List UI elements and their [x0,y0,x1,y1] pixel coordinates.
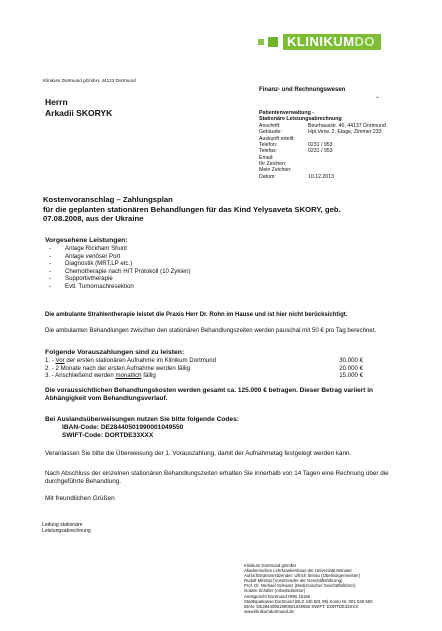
radiation-note: Die ambulante Strahlentherapie leistet die Praxis Herr Dr. Rohn im Hause und ist hier nicht berücksichtigt. [45,312,348,318]
ambulant-note: Die ambulanten Behandlungen zwischen den stationären Behandlungszeiten werden pauschal mit 50 € pro Tag berechnet. [45,327,377,334]
signature-block [42,522,91,535]
service-item-text: Chemotherapie nach HIT Protokoll (10 Zyklen) [65,267,191,275]
info-label: Datum: [259,173,276,180]
footer-line: Prof. Dr. Michael Schwarz (Medizinischer Geschäftsführer) [244,583,356,589]
swift-code: SWIFT-Code: DORTDE33XXX [62,432,154,439]
patient-admin-line: Stationäre Leistungsabrechnung [259,116,342,123]
klinikum-logo [258,34,381,50]
pen-mark: ⌃ [375,97,381,103]
service-item: - Chemotherapie nach HIT Protokoll (10 Zyklen) [49,267,191,275]
footer-line: Stadtsparkasse Dortmund (BLZ 440 501 99) Konto Nr. 001 049 550 [244,598,373,604]
bank-heading: Bei Auslandsüberweisungen nutzen Sie bitte folgende Codes: [45,416,239,423]
footer-line: Gotwin Schäfer (Arbeitsdirektor) [244,588,306,594]
sender-line: Klinikum Dortmund gGmbH, 44123 Dortmund [43,78,136,83]
subject-heading [43,195,423,224]
info-label: Email: [259,154,274,161]
contact-info-table [259,123,386,180]
logo-wordmark [283,34,381,50]
footer-line: Aufsichtsratsvorsitzender: Ullrich Sierau (Oberbürgermeister) [244,573,361,579]
services-heading: Vorgesehene Leistungen: [45,237,128,244]
invoice-paragraph: Nach Abschluss der einzelnen stationären Behandlungszeiten erhalten Sie innerhalb von 14 Tagen eine Rechnung über die durchgeführte Behandlung. [45,470,389,485]
payment-desc: 3. - Anschließend werden monatlich fällig [45,372,156,380]
info-value: Beurhausstr. 40, 44137 Dortmund [308,123,386,129]
signature-line: Leistungsabrechnung [42,528,91,535]
service-item: - Diagnostik (MRT,LP etc.) [49,260,133,268]
footer-company-info [244,563,373,614]
info-label: Gebäude: [259,129,282,136]
info-value: 0231 / 953 [308,142,333,149]
info-label: Mein Zeichen: [259,167,292,174]
info-value: Hpt.Verw. 2. Etage, Zimmer 233 [308,129,382,136]
info-value: 0231 / 953 [308,148,333,155]
total-cost-note: Die voraussichtlichen Behandlungskosten werden gesamt ca. 125.000 € betragen. Dieser Betrag variiert in Abhängigkeit vom Behandlungsverlauf. [45,387,374,403]
info-label: Anschrift: [259,123,281,129]
bank-codes [45,416,239,440]
closing-greeting: Mit freundlichen Grüßen [45,495,115,502]
signature-line: Leitung stationäre [42,522,83,528]
logo-brand-text: KLINIKUM [287,34,355,49]
recipient-salutation: Herrn [45,97,68,107]
payment-amount: 15.000 € [339,372,363,380]
info-row [259,174,386,180]
payment-row [45,372,363,380]
recipient-block [45,97,112,119]
services-section [45,237,191,290]
footer-line: Klinikum Dortmund gGmbH [244,563,297,568]
footer-line: Akademisches Lehrkrankenhaus der Universität Münster [244,568,352,574]
payments-heading: Folgende Vorauszahlungen sind zu leisten: [45,349,185,356]
logo-square-large [268,37,278,47]
patient-admin-heading [259,110,342,123]
patient-admin-line: Patientenverwaltung - [259,110,315,116]
service-item-text: Anlage venöser Port [65,252,121,260]
info-label: Telefax: [259,148,277,155]
service-item: - Anlage venöser Port [49,252,121,260]
payment-amount: 30.000 € [339,357,363,364]
info-label: Auskunft erteilt: [259,135,295,142]
recipient-name: Arkadii SKORYK [45,108,113,118]
footer-line: Rudolf Mintrop (Vorsitzender der Geschäftsführung) [244,578,343,584]
transfer-paragraph: Veranlassen Sie bitte die Überweisung der 1. Vorauszahlung, damit der Aufnahmetag festgelegt werden kann. [45,450,352,457]
payment-amount: 20.000 € [339,364,363,372]
info-value: 10.12.2013 [308,173,334,180]
payment-row [45,357,363,365]
info-label: Telefon: [259,142,278,149]
department-heading: Finanz- und Rechnungswesen [259,87,346,93]
service-item-text: Evtl. Tumornachresektion [65,282,134,290]
payments-section [45,349,363,380]
subject-line: für die geplanten stationären Behandlungen für das Kind Yelysaveta SKORY, geb. [43,204,341,214]
footer-line: Amtsgericht Dortmund HRB 15156 [244,593,311,599]
service-item: - Anlage Rickham Shunt [49,245,127,252]
payment-desc: 2. - 2 Monate nach der ersten Aufnahme werden fällig [45,364,190,372]
subject-line: Kostenvoranschlag – Zahlungsplan [43,195,173,204]
service-item: - Supportivtherapie [49,275,113,283]
subject-line: 07.08.2008, aus der Ukraine [43,214,144,224]
iban-code: IBAN-Code: DE28440501990001049550 [62,424,184,431]
payment-row [45,365,363,373]
service-item-text: Anlage Rickham Shunt [65,245,127,252]
payment-desc: 1. - Vor der ersten stationären Aufnahme im Klinikum Dortmund [45,357,217,364]
service-item: - Evtl. Tumornachresektion [49,282,134,290]
info-label: Ihr Zeichen: [259,161,287,168]
service-item-text: Supportivtherapie [65,275,113,283]
footer-line: IBAN: DE28440501990001049550 SWIFT: DORTDE33XXX [244,603,359,609]
footer-line: www.klinikumdortmund.de [244,608,294,614]
logo-brand-suffix: DO [354,34,376,49]
service-item-text: Diagnostik (MRT,LP etc.) [65,260,133,268]
logo-square-small [258,39,264,45]
